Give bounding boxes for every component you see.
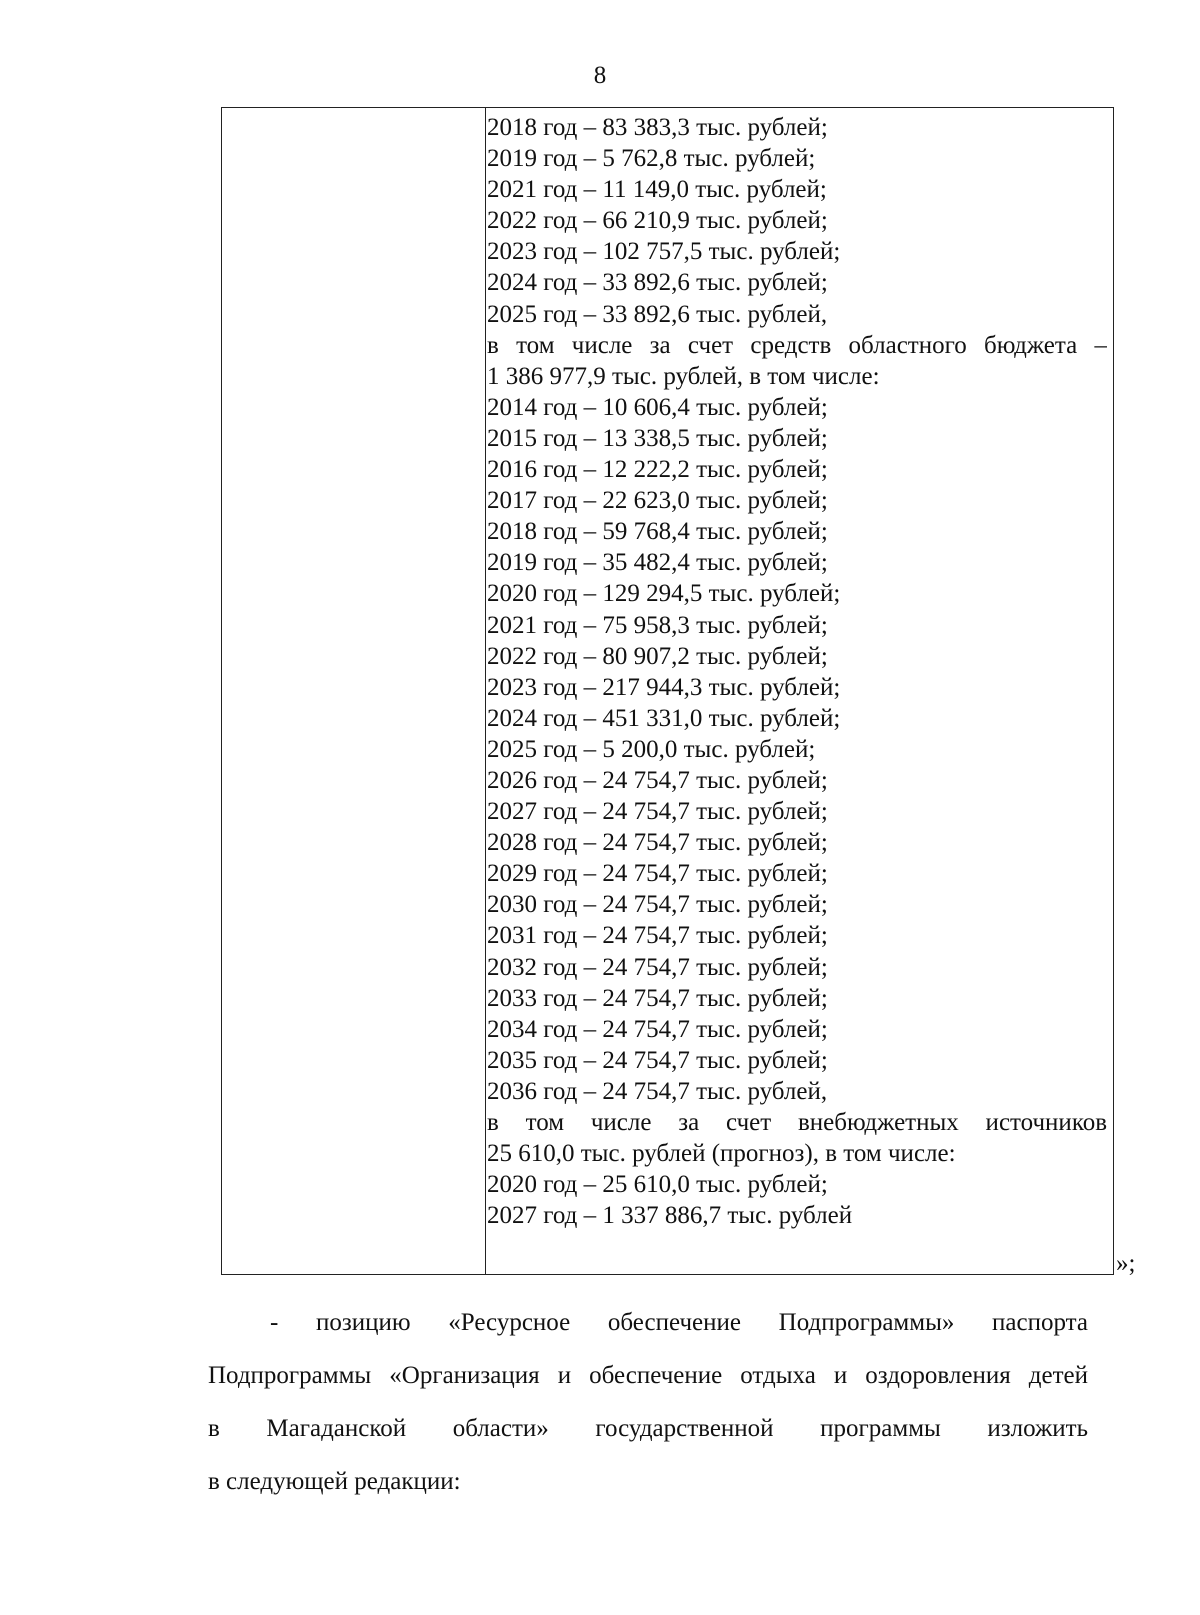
- table-line: 2017 год – 22 623,0 тыс. рублей;: [487, 487, 828, 515]
- table-line: 2018 год – 59 768,4 тыс. рублей;: [487, 518, 828, 546]
- table-column-divider: [485, 108, 486, 1274]
- table-left-cell: [222, 108, 485, 1274]
- table-line: в том числе за счет средств областного бюджета –: [487, 331, 1107, 359]
- table-line: 2027 год – 24 754,7 тыс. рублей;: [487, 798, 828, 826]
- table-line: 2027 год – 1 337 886,7 тыс. рублей: [487, 1202, 853, 1230]
- page-number: 8: [593, 62, 607, 89]
- table-line: 2016 год – 12 222,2 тыс. рублей;: [487, 456, 828, 484]
- paragraph-line-3: в Магаданской области» государственной программы изложить: [208, 1415, 1088, 1442]
- paragraph-line-2: Подпрограммы «Организация и обеспечение отдыха и оздоровления детей: [208, 1362, 1088, 1389]
- table-line: 2021 год – 11 149,0 тыс. рублей;: [487, 176, 827, 204]
- table-line: 2022 год – 66 210,9 тыс. рублей;: [487, 207, 828, 235]
- table-line: 2023 год – 102 757,5 тыс. рублей;: [487, 238, 841, 266]
- table-line: 2028 год – 24 754,7 тыс. рублей;: [487, 829, 828, 857]
- table-line: 2032 год – 24 754,7 тыс. рублей;: [487, 953, 828, 981]
- table-line: 2029 год – 24 754,7 тыс. рублей;: [487, 860, 828, 888]
- table-line: 2014 год – 10 606,4 тыс. рублей;: [487, 393, 828, 421]
- closing-quote: »;: [1116, 1250, 1136, 1277]
- table-line: 2025 год – 33 892,6 тыс. рублей,: [487, 300, 828, 328]
- table-line: 2024 год – 451 331,0 тыс. рублей;: [487, 704, 841, 732]
- table-line: 2035 год – 24 754,7 тыс. рублей;: [487, 1046, 828, 1074]
- table-line: 2030 год – 24 754,7 тыс. рублей;: [487, 891, 828, 919]
- table-line: 2023 год – 217 944,3 тыс. рублей;: [487, 673, 841, 701]
- table-line: 2022 год – 80 907,2 тыс. рублей;: [487, 642, 828, 670]
- table-line: в том числе за счет внебюджетных источников: [487, 1109, 1107, 1136]
- paragraph-line-1: [208, 1309, 1088, 1337]
- table-line: 2018 год – 83 383,3 тыс. рублей;: [487, 114, 828, 141]
- table-line: 2025 год – 5 200,0 тыс. рублей;: [487, 735, 816, 763]
- table-line: 2034 год – 24 754,7 тыс. рублей;: [487, 1015, 828, 1043]
- table-line: 2020 год – 25 610,0 тыс. рублей;: [487, 1171, 828, 1199]
- table-line: 2031 год – 24 754,7 тыс. рублей;: [487, 922, 828, 950]
- table-line: 2015 год – 13 338,5 тыс. рублей;: [487, 424, 828, 452]
- table-line: 2021 год – 75 958,3 тыс. рублей;: [487, 611, 828, 639]
- table-line: 2026 год – 24 754,7 тыс. рублей;: [487, 766, 828, 794]
- table-line: 25 610,0 тыс. рублей (прогноз), в том числе:: [487, 1140, 956, 1168]
- table-line: 2019 год – 5 762,8 тыс. рублей;: [487, 145, 816, 173]
- table-line: 2036 год – 24 754,7 тыс. рублей,: [487, 1077, 828, 1105]
- table-line: 2020 год – 129 294,5 тыс. рублей;: [487, 580, 841, 608]
- resource-table: [221, 107, 1114, 1275]
- table-line: 2019 год – 35 482,4 тыс. рублей;: [487, 549, 828, 577]
- paragraph-line-4: в следующей редакции:: [208, 1468, 461, 1495]
- paragraph-line-1-text: - позицию «Ресурсное обеспечение Подпрограммы» паспорта: [270, 1309, 1088, 1336]
- table-line: 1 386 977,9 тыс. рублей, в том числе:: [487, 362, 880, 390]
- table-line: 2024 год – 33 892,6 тыс. рублей;: [487, 269, 828, 297]
- table-line: 2033 год – 24 754,7 тыс. рублей;: [487, 984, 828, 1012]
- table-right-cell: [487, 112, 1107, 1231]
